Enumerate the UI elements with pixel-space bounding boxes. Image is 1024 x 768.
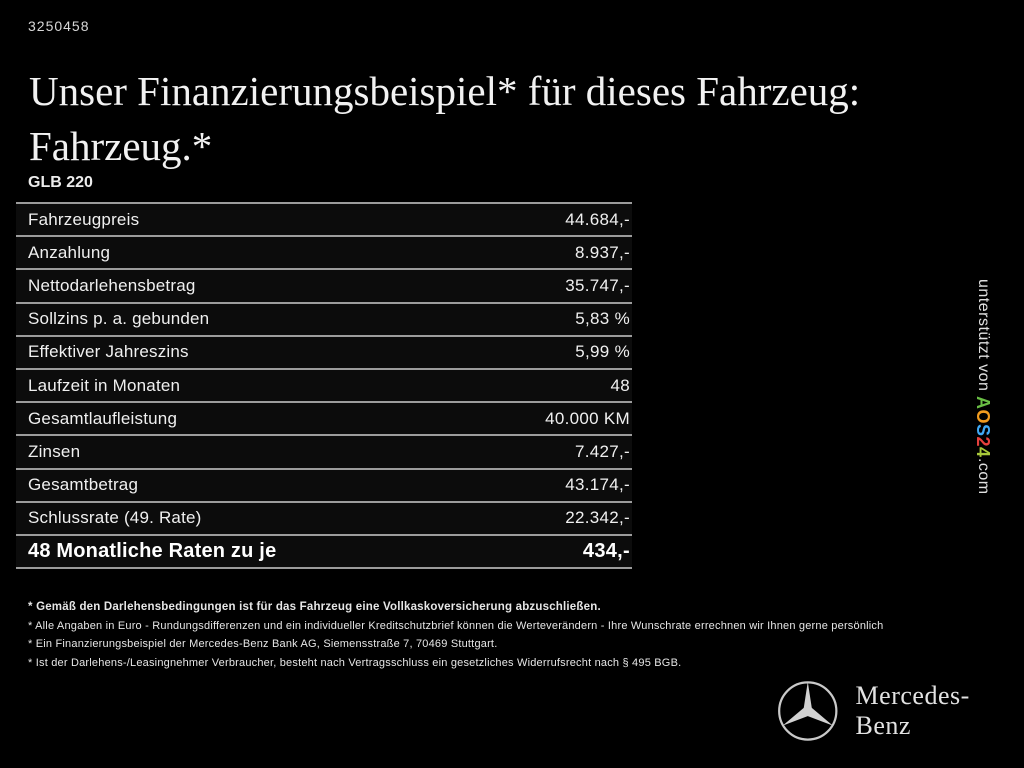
table-row [16,534,632,569]
row-value: 8.937,- [574,242,630,262]
mercedes-logo [776,679,1024,743]
footnote-line: * Ein Finanzierungsbeispiel der Mercedes-Benz Bank AG, Siemensstraße 7, 70469 Stuttgart. [28,638,498,650]
row-value: 35.747,- [565,275,630,295]
row-label: Fahrzeugpreis [28,209,140,229]
mercedes-star-icon [776,679,840,743]
aos24-letter: 4 [973,447,993,458]
table-row [16,501,632,534]
row-label: Schlussrate (49. Rate) [28,508,202,528]
page-title-line2: Fahrzeug.* [29,123,213,169]
row-label: Zinsen [28,441,81,461]
table-row [16,368,632,401]
row-label: Nettodarlehensbetrag [28,275,196,295]
credit-suffix: .com [975,457,992,495]
aos24-letter: 2 [973,436,993,448]
page-title-line1: Unser Finanzierungsbeispiel* für dieses Fahrzeug: [29,68,861,114]
table-row [16,302,632,335]
row-value: 5,83 % [575,309,630,329]
row-value: 22.342,- [565,508,630,528]
document-number: 3250458 [28,18,90,34]
row-label: Laufzeit in Monaten [28,375,181,395]
row-label: Gesamtlaufleistung [28,408,178,428]
row-value: 5,99 % [575,342,630,362]
page-title [29,64,959,174]
table-row [16,434,632,467]
sidebar-credit [972,279,993,589]
row-label: Sollzins p. a. gebunden [28,309,210,329]
footnote-line: * Gemäß den Darlehensbedingungen ist für das Fahrzeug eine Vollkaskoversicherung abzuschließen. [28,601,601,613]
footnotes [28,601,988,675]
row-label: 48 Monatliche Raten zu je [28,539,277,562]
row-label: Anzahlung [28,242,111,262]
table-row [16,468,632,501]
footnote-line: * Ist der Darlehens-/Leasingnehmer Verbraucher, besteht nach Vertragsschluss ein gesetzliches Widerrufsrecht nach § 495 BGB. [28,656,682,669]
mercedes-wordmark: Mercedes-Benz [855,681,970,740]
table-row [16,202,632,235]
finance-table [16,202,632,569]
model-name: GLB 220 [28,174,93,191]
row-value: 40.000 KM [545,408,630,428]
row-value: 434,- [582,539,630,562]
row-value: 7.427,- [574,441,630,461]
row-value: 48 [610,375,630,395]
aos24-letter: O [973,409,993,425]
table-row [16,335,632,368]
aos24-letter: S [973,424,993,437]
table-row [16,268,632,301]
row-value: 43.174,- [565,475,630,495]
row-label: Effektiver Jahreszins [28,342,189,362]
table-row [16,401,632,434]
row-value: 44.684,- [565,209,630,229]
table-row [16,235,632,268]
footnote-line: * Alle Angaben in Euro - Rundungsdifferenzen und ein individueller Kreditschutzbrief können die Werteverändern - Ihre Wunschrate errechnen wir Ihnen gerne persönlich [28,619,884,632]
aos24-logo-text [975,396,992,458]
row-label: Gesamtbetrag [28,475,139,495]
credit-prefix: unterstützt von [975,279,992,397]
aos24-letter: A [973,396,993,410]
